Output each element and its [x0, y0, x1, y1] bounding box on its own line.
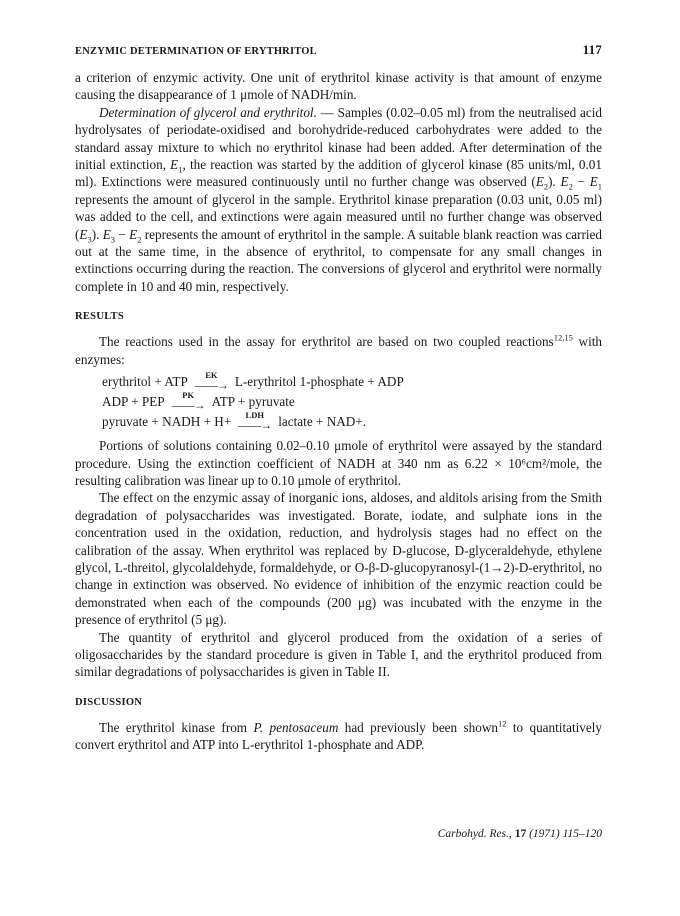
paragraph-1-line-2: enzyme causing the disappearance of 1 μmole of NADH/min. [75, 70, 603, 103]
results-heading: RESULTS [75, 311, 124, 323]
citation-refs: 12,15 [553, 332, 573, 343]
paragraph-interference: The effect on the enzymic assay of inorganic ions, aldoses, and alditols arising from the Smith degradation of polysaccharides was investigated. Borate, iodate, and sulphate ions in the concentration used in the oxidation, reduction, and hydrolysis stages had no effect on the calibration of the assay. When erythritol was replaced by D-glucose, D-glyceraldehyde, ethylene glycol, L-threitol, glycolaldehyde, formaldehyde, or O-β-D-glucopyranosyl-(1→2)-D-erythritol, no change in extinction was observed. No evidence of inhibition of the enzymic reaction could be demonstrated when each of the compounds (200 μg) was incubated with the enzyme in the presence of erythritol (5 μg). [75, 490, 602, 628]
reaction-arrow: EK ——→ [194, 370, 228, 393]
paragraph-1 [75, 69, 602, 104]
citation-ref: 12 [497, 718, 507, 729]
page-body [75, 42, 602, 754]
discussion-heading: DISCUSSION [75, 696, 143, 708]
paragraph-calibration: Portions of solutions containing 0.02–0.10 μmole of erythritol were assayed by the standard procedure. Using the extinction coefficient of NADH at 340 nm as 6.22 × 10⁶cm²/mole, the resulting calibration was linear up to 0.10 μmole of erythritol. [75, 438, 602, 488]
equation-row: pyruvate + NADH + H+ LDH ——→ lactate + NAD+. [102, 410, 367, 433]
paragraph-tables: The quantity of erythritol and glycerol produced from the oxidation of a series of oligosaccharides by the standard procedure is given in Table I, and the erythritol produced from similar degradations of polysaccharides is given in Table II. [75, 629, 602, 680]
paragraph-discussion: The erythritol kinase from P. pentosaceum had previously been shown$^{12}$ to quantitatively convert erythritol and ATP into L-erythritol 1-phosphate and ADP. [75, 718, 602, 753]
journal-volume: 17 [514, 828, 527, 840]
journal-footer: Carbohyd. Res., 17 (1971) 115–120 [437, 828, 602, 840]
reaction-arrow: LDH ——→ [238, 410, 272, 433]
reaction-equations [102, 371, 602, 431]
page-number: 117 [582, 42, 602, 57]
equation-row: erythritol + ATP EK ——→ L-erythritol 1-phosphate + ADP [102, 370, 404, 393]
paragraph-reactions: The reactions used in the assay for erythritol are based on two coupled reactions$^{12,15}$ with enzymes: [75, 332, 602, 367]
organism-name: P. pentosaceum [253, 719, 339, 735]
paragraph-1-line-1: a criterion of enzymic activity. One unit of erythritol kinase activity is that amount of [75, 70, 556, 85]
paragraph-determination: Determination of glycerol and erythritol. — Samples (0.02–0.05 ml) from the neutralised acid hydrolysates of periodate-oxidised and borohydride-reduced carbohydrates were added to the standard assay mixture to which no erythritol kinase had been added. After determination of the initial extinction, $E_1$, the reaction was started by the addition of glycerol kinase (85 units/ml, 0.01 ml). Extinctions were measured continuously until no further change was observed $(E_2)$. $E_2 - E_1$ represents the amount of glycerol in the sample. Erythritol kinase preparation (0.03 unit, 0.05 ml) was added to the cell, and extinctions were again measured until no further change was observed $(E_3)$. $E_3 - E_2$ represents the amount of erythritol in the sample. A suitable blank reaction was carried out at the same time, in the absence of erythritol, to compensate for any small changes in extinctions occurring during the reaction. The conversions of glycerol and erythritol were normally complete in 10 and 40 min, respectively. [75, 104, 603, 294]
running-title: ENZYMIC DETERMINATION OF ERYTHRITOL [75, 46, 317, 57]
subsection-lead: Determination of glycerol and erythritol. [99, 104, 317, 120]
running-header [75, 42, 602, 58]
equation-row: ADP + PEP PK ——→ ATP + pyruvate [102, 390, 295, 413]
reaction-arrow: PK ——→ [171, 390, 205, 413]
